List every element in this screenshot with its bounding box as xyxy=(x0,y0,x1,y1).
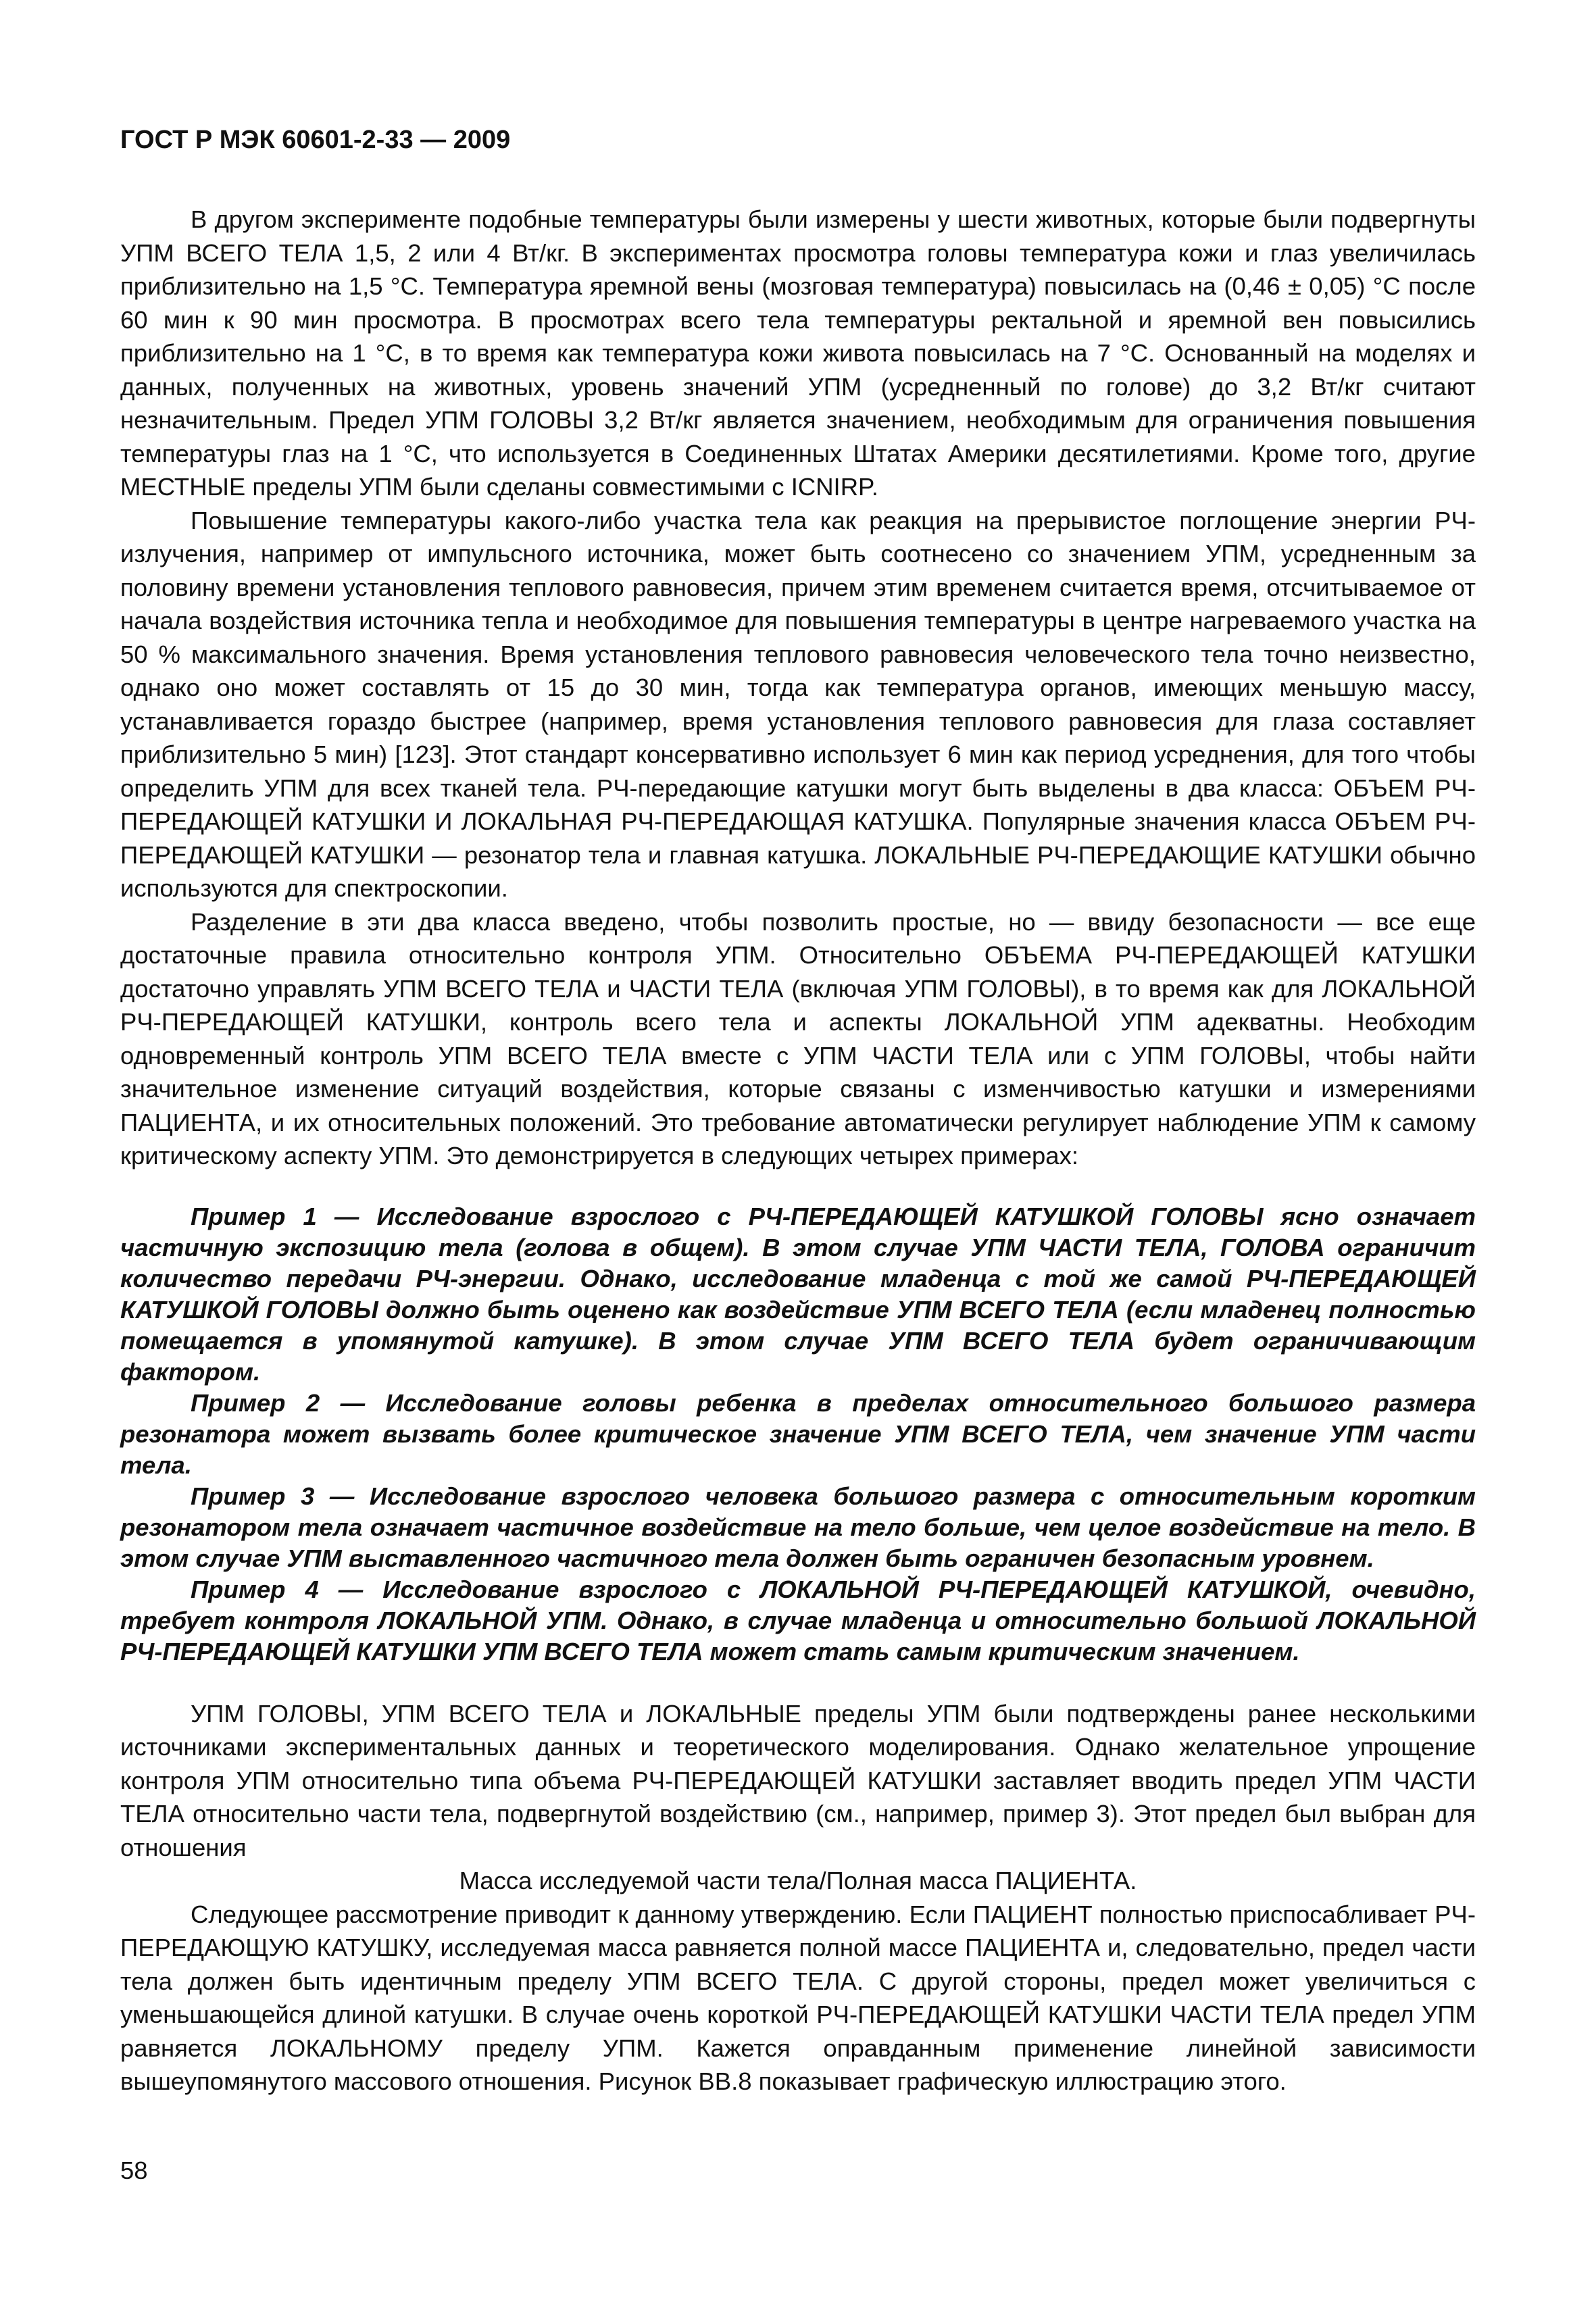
main-text xyxy=(120,203,1476,2098)
mass-ratio-formula: Масса исследуемой части тела/Полная масса ПАЦИЕНТА. xyxy=(459,1867,1137,1894)
paragraph-3: Разделение в эти два класса введено, чтобы позволить простые, но — ввиду безопасности — все еще достаточные правила относительно контроля УПМ. Относительно ОБЪЕМА РЧ-ПЕРЕДАЮЩЕЙ КАТУШКИ достаточно управлять УПМ ВСЕГО ТЕЛА и ЧАСТИ ТЕЛА (включая УПМ ГОЛОВЫ), в то время как для ЛОКАЛЬНОЙ РЧ-ПЕРЕДАЮЩЕЙ КАТУШКИ, контроль всего тела и аспекты ЛОКАЛЬНОЙ УПМ адекватны. Необходим одновременный контроль УПМ ВСЕГО ТЕЛА вместе с УПМ ЧАСТИ ТЕЛА или с УПМ ГОЛОВЫ, чтобы найти значительное изменение ситуаций воздействия, которые связаны с изменчивостью катушки и измерениями ПАЦИЕНТА, и их относительных положений. Это требование автоматически регулирует наблюдение УПМ к самому критическому аспекту УПМ. Это демонстрируется в следующих четырех примерах: xyxy=(120,907,1476,1169)
example-1: Пример 1 — Исследование взрослого с РЧ-ПЕРЕДАЮЩЕЙ КАТУШКОЙ ГОЛОВЫ ясно означает частичную экспозицию тела (голова в общем). В этом случае УПМ ЧАСТИ ТЕЛА, ГОЛОВА ограничит количество передачи РЧ-энергии. Однако, исследование младенца с той же самой РЧ-ПЕРЕДАЮЩЕЙ КАТУШКОЙ ГОЛОВЫ должно быть оценено как воздействие УПМ ВСЕГО ТЕЛА (если младенец полностью помещается в упомянутой катушке). В этом случае УПМ ВСЕГО ТЕЛА будет ограничивающим фактором. xyxy=(120,1202,1476,1386)
paragraph-1: В другом эксперименте подобные температуры были измерены у шести животных, которые были подвергнуты УПМ ВСЕГО ТЕЛА 1,5, 2 или 4 Вт/кг. В экспериментах просмотра головы температура кожи и глаз увеличилась приблизительно на 1,5 °С. Температура яремной вены (мозговая температура) повысилась на (0,46 ± 0,05) °С после 60 мин к 90 мин просмотра. В просмотрах всего тела температуры ректальной и яремной вен повысились приблизительно на 1 °С, в то время как температура кожи живота повысилась на 7 °С. Основанный на моделях и данных, полученных на животных, уровень значений УПМ (усредненный по голове) до 3,2 Вт/кг считают незначительным. Предел УПМ ГОЛОВЫ 3,2 Вт/кг является значением, необходимым для ограничения повышения температуры глаз на 1 °С, что используется в Соединенных Штатах Америки десятилетиями. Кроме того, другие МЕСТНЫЕ пределы УПМ были сделаны совместимыми с ICNIRP. xyxy=(120,205,1476,501)
example-4: Пример 4 — Исследование взрослого с ЛОКАЛЬНОЙ РЧ-ПЕРЕДАЮЩЕЙ КАТУШКОЙ, очевидно, требует контроля ЛОКАЛЬНОЙ УПМ. Однако, в случае младенца и относительно большой ЛОКАЛЬНОЙ РЧ-ПЕРЕДАЮЩЕЙ КАТУШКИ УПМ ВСЕГО ТЕЛА может стать самым критическим значением. xyxy=(120,1575,1476,1665)
after-examples-block xyxy=(120,1697,1476,2098)
document-header: ГОСТ Р МЭК 60601-2-33 — 2009 xyxy=(120,126,511,154)
examples-block xyxy=(120,1201,1476,1667)
paragraph-4: УПМ ГОЛОВЫ, УПМ ВСЕГО ТЕЛА и ЛОКАЛЬНЫЕ пределы УПМ были подтверждены ранее несколькими источниками экспериментальных данных и теоретического моделирования. Однако желательное упрощение контроля УПМ относительно типа объема РЧ-ПЕРЕДАЮЩЕЙ КАТУШКИ заставляет вводить предел УПМ ЧАСТИ ТЕЛА относительно части тела, подвергнутой воздействию (см., например, пример 3). Этот предел был выбран для отношения xyxy=(120,1699,1476,1861)
example-3: Пример 3 — Исследование взрослого человека большого размера с относительным коротким резонатором тела означает частичное воздействие на тело больше, чем целое воздействие на тело. В этом случае УПМ выставленного частичного тела должен быть ограничен безопасным уровнем. xyxy=(120,1482,1476,1572)
page-number: 58 xyxy=(120,2157,148,2184)
example-2: Пример 2 — Исследование головы ребенка в пределах относительного большого размера резонатора может вызвать более критическое значение УПМ ВСЕГО ТЕЛА, чем значение УПМ части тела. xyxy=(120,1388,1476,1479)
paragraph-2: Повышение температуры какого-либо участка тела как реакция на прерывистое поглощение энергии РЧ-излучения, например от импульсного источника, может быть соотнесено со значением УПМ, усредненным за половину времени установления теплового равновесия, причем этим временем считается время, отсчитываемое от начала воздействия источника тепла и необходимое для повышения температуры в центре нагреваемого участка на 50 % максимального значения. Время установления теплового равновесия человеческого тела точно неизвестно, однако оно может составлять от 15 до 30 мин, тогда как температура органов, имеющих меньшую массу, устанавливается гораздо быстрее (например, время установления теплового равновесия для глаза составляет приблизительно 5 мин) [123]. Этот стандарт консервативно использует 6 мин как период усреднения, для того чтобы определить УПМ для всех тканей тела. РЧ-передающие катушки могут быть выделены в два класса: ОБЪЕМ РЧ-ПЕРЕДАЮЩЕЙ КАТУШКИ И ЛОКАЛЬНАЯ РЧ-ПЕРЕДАЮЩАЯ КАТУШКА. Популярные значения класса ОБЪЕМ РЧ-ПЕРЕДАЮЩЕЙ КАТУШКИ — резонатор тела и главная катушка. ЛОКАЛЬНЫЕ РЧ-ПЕРЕДАЮЩИЕ КАТУШКИ обычно используются для спектроскопии. xyxy=(120,506,1476,902)
paragraph-5: Следующее рассмотрение приводит к данному утверждению. Если ПАЦИЕНТ полностью приспосабливает РЧ-ПЕРЕДАЮЩУЮ КАТУШКУ, исследуемая масса равняется полной массе ПАЦИЕНТА и, следовательно, предел части тела должен быть идентичным пределу УПМ ВСЕГО ТЕЛА. С другой стороны, предел может увеличиться с уменьшающейся длиной катушки. В случае очень короткой РЧ-ПЕРЕДАЮЩЕЙ КАТУШКИ ЧАСТИ ТЕЛА предел УПМ равняется ЛОКАЛЬНОМУ пределу УПМ. Кажется оправданным применение линейной зависимости вышеупомянутого массового отношения. Рисунок ВВ.8 показывает графическую иллюстрацию этого. xyxy=(120,1900,1476,2095)
